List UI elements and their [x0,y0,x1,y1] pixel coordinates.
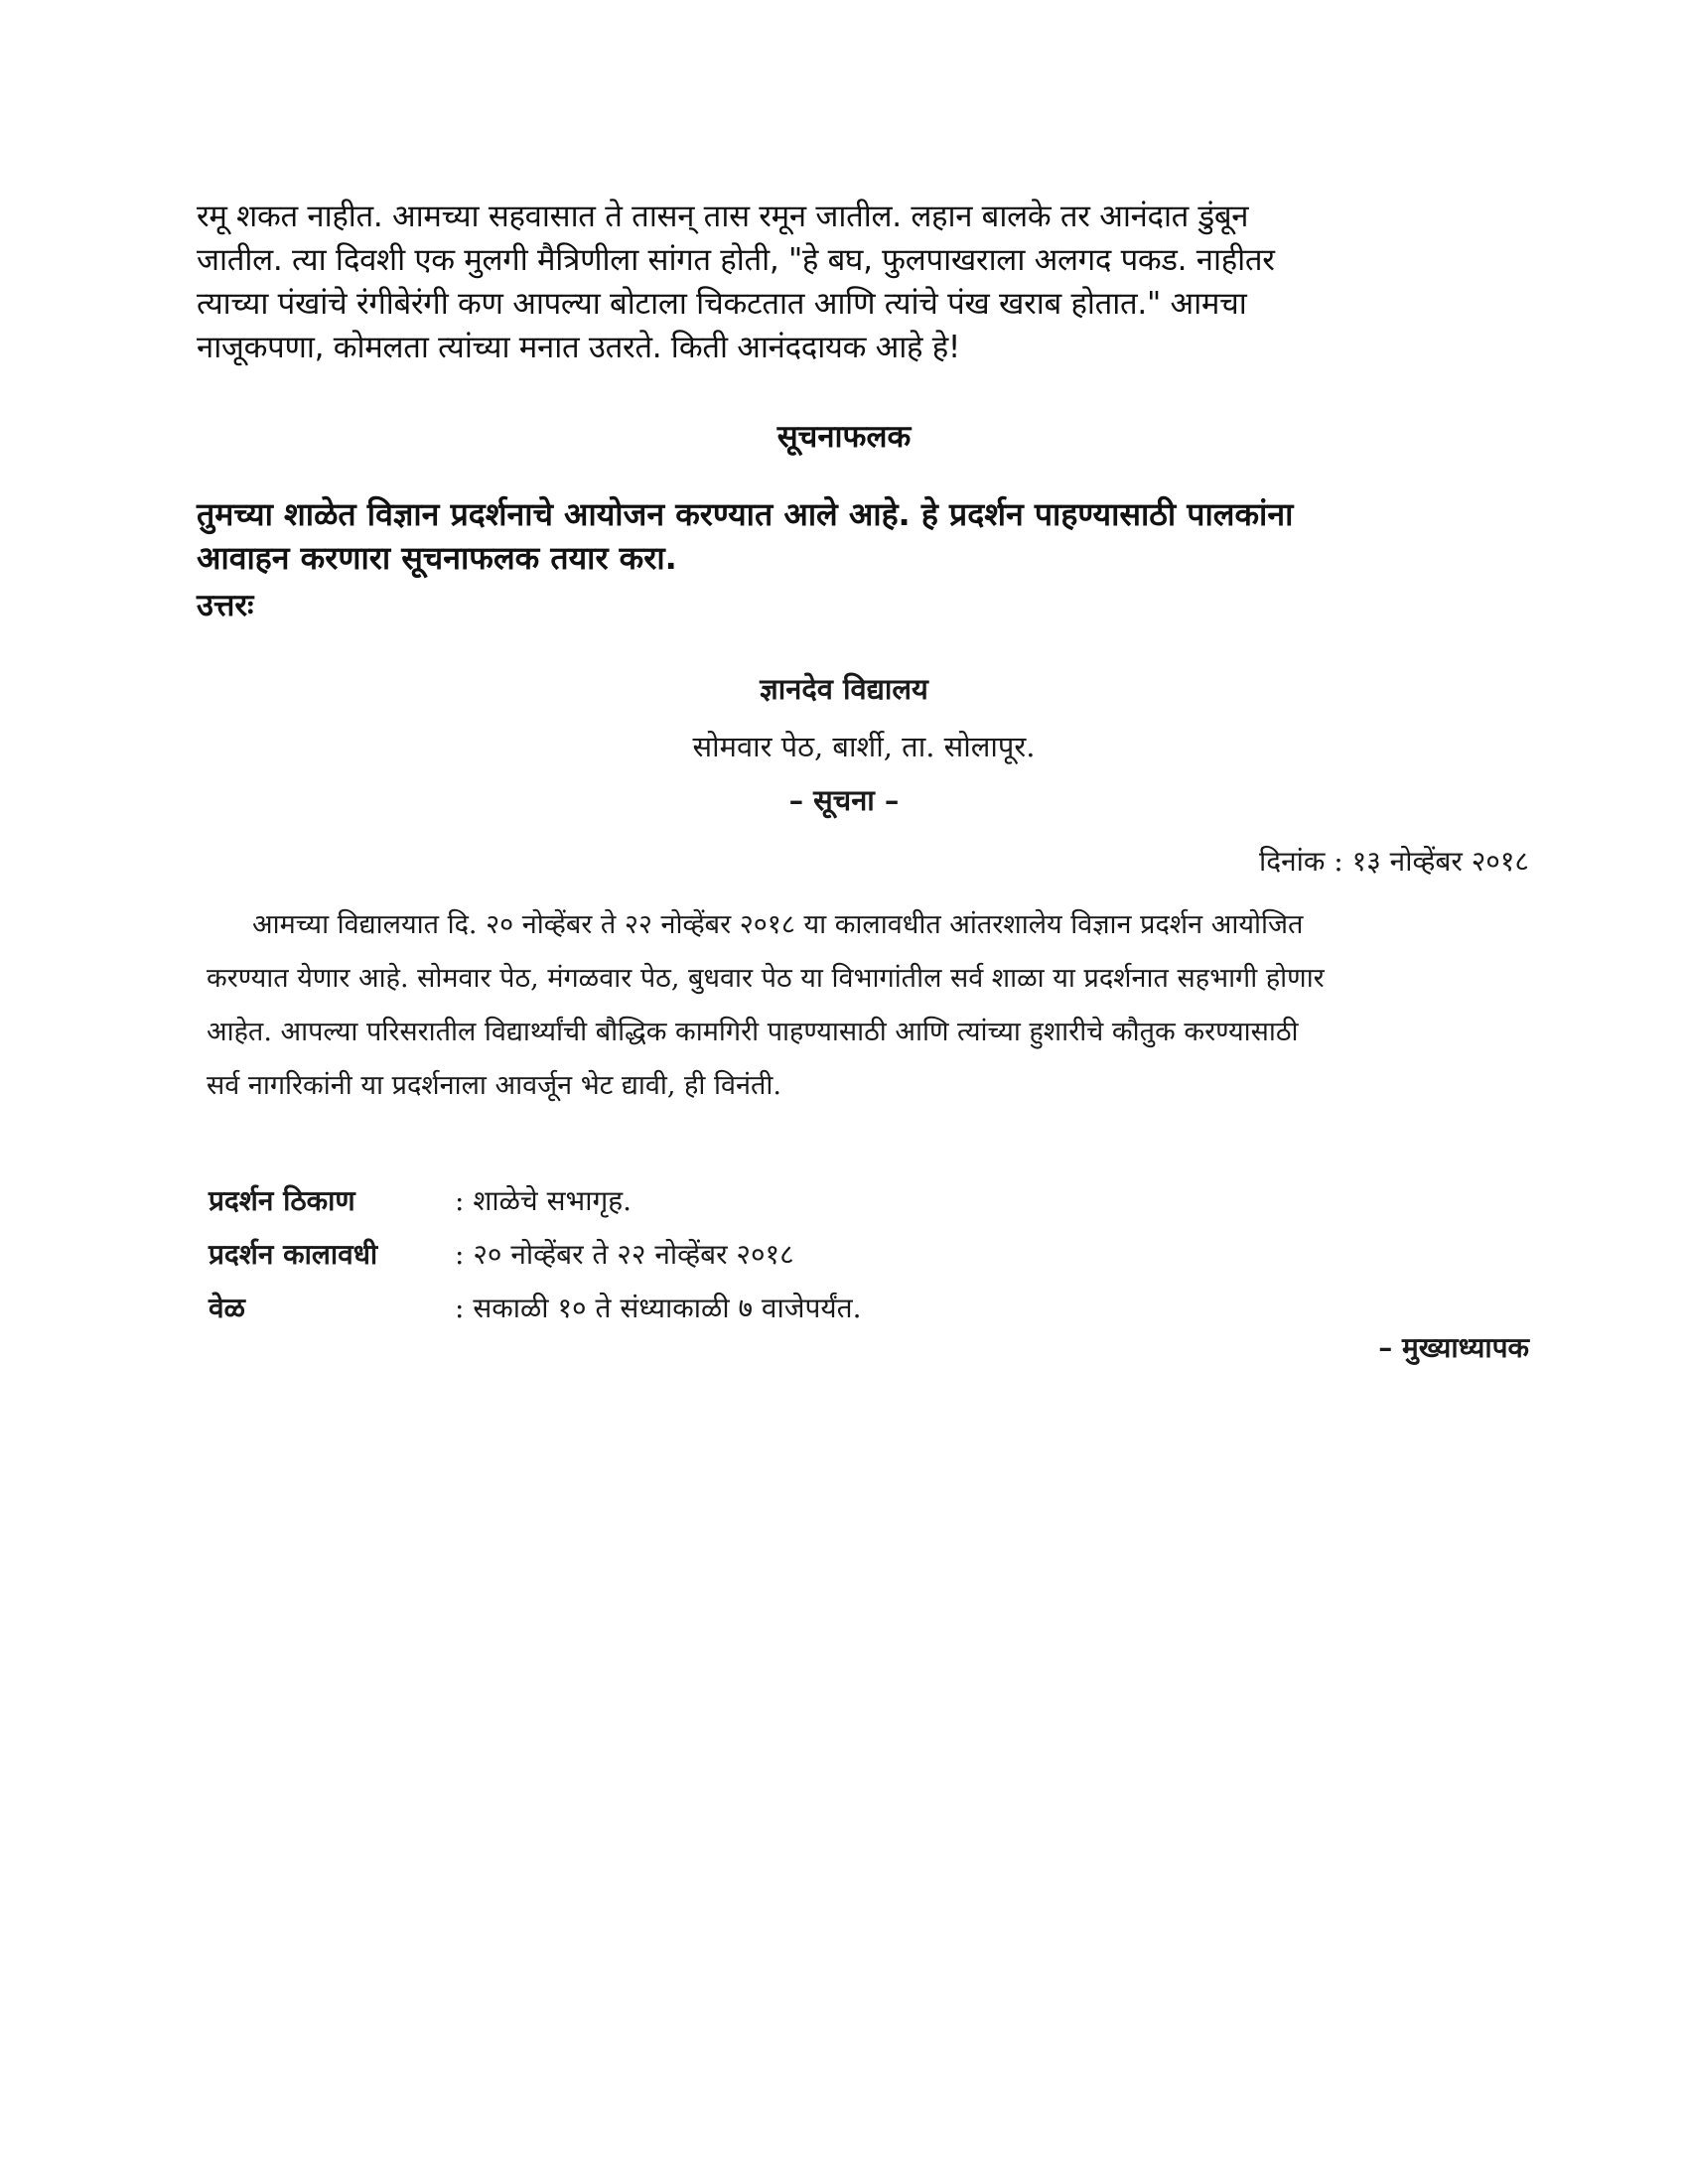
detail-row-venue [209,1173,862,1227]
notice-date: दिनांक : १३ नोव्हेंबर २०१८ [1258,845,1529,878]
intro-paragraph [197,195,1497,369]
detail-label: प्रदर्शन कालावधी [209,1238,378,1271]
question-line: आवाहन करणारा सूचनाफलक तयार करा. [197,539,677,577]
intro-line: रमू शकत नाहीत. आमच्या सहवासात ते तासन् तास रमून जातील. लहान बालके तर आनंदात डुंबून [197,199,1249,234]
notice-title: – सूचना – [788,783,900,817]
detail-row-time [209,1281,862,1334]
detail-value: : शाळेचे सभागृह. [455,1184,632,1217]
intro-line: त्याच्या पंखांचे रंगीबेरंगी कण आपल्या बोटाला चिकटतात आणि त्यांचे पंख खराब होतात." आमचा [197,286,1247,322]
question [197,492,1507,580]
exhibition-details [209,1173,862,1334]
notice-body [207,898,1537,1113]
question-line: तुमच्या शाळेत विज्ञान प्रदर्शनाचे आयोजन करण्यात आले आहे. हे प्रदर्शन पाहण्यासाठी पालकांना [197,495,1294,533]
notice-body-line: सर्व नागरिकांनी या प्रदर्शनाला आवर्जून भेट द्यावी, ही विनंती. [207,1070,781,1101]
detail-value: : २० नोव्हेंबर ते २२ नोव्हेंबर २०१८ [455,1238,794,1271]
notice-body-line: आहेत. आपल्या परिसरातील विद्यार्थ्यांची बौद्धिक कामगिरी पाहण्यासाठी आणि त्यांच्या हुशारीचे कौतुक करण्यासाठी [207,1017,1299,1047]
detail-label: वेळ [209,1292,245,1324]
notice-body-line: करण्यात येणार आहे. सोमवार पेठ, मंगळवार पेठ, बुधवार पेठ या विभागांतील सर्व शाळा या प्रदर्शनात सहभागी होणार [207,963,1325,994]
detail-value: : सकाळी १० ते संध्याकाळी ७ वाजेपर्यंत. [455,1292,862,1324]
section-title: सूचनाफलक [776,419,912,455]
detail-row-duration [209,1227,862,1281]
notice-body-line: आमच्या विद्यालयात दि. २० नोव्हेंबर ते २२ नोव्हेंबर २०१८ या कालावधीत आंतरशालेय विज्ञान प्रदर्शन आयोजित [252,909,1304,940]
signature: – मुख्याध्यापक [1378,1331,1529,1364]
intro-line: नाजूकपणा, कोमलता त्यांच्या मनात उतरते. किती आनंददायक आहे हे! [197,330,961,365]
intro-line: जातील. त्या दिवशी एक मुलगी मैत्रिणीला सांगत होती, "हे बघ, फुलपाखराला अलगद पकड. नाहीतर [197,242,1275,278]
school-address: सोमवार पेठ, बार्शी, ता. सोलापूर. [692,730,1036,763]
detail-label: प्रदर्शन ठिकाण [209,1184,355,1217]
answer-label: उत्तरः [197,588,254,623]
school-name: ज्ञानदेव विद्यालय [760,672,928,706]
